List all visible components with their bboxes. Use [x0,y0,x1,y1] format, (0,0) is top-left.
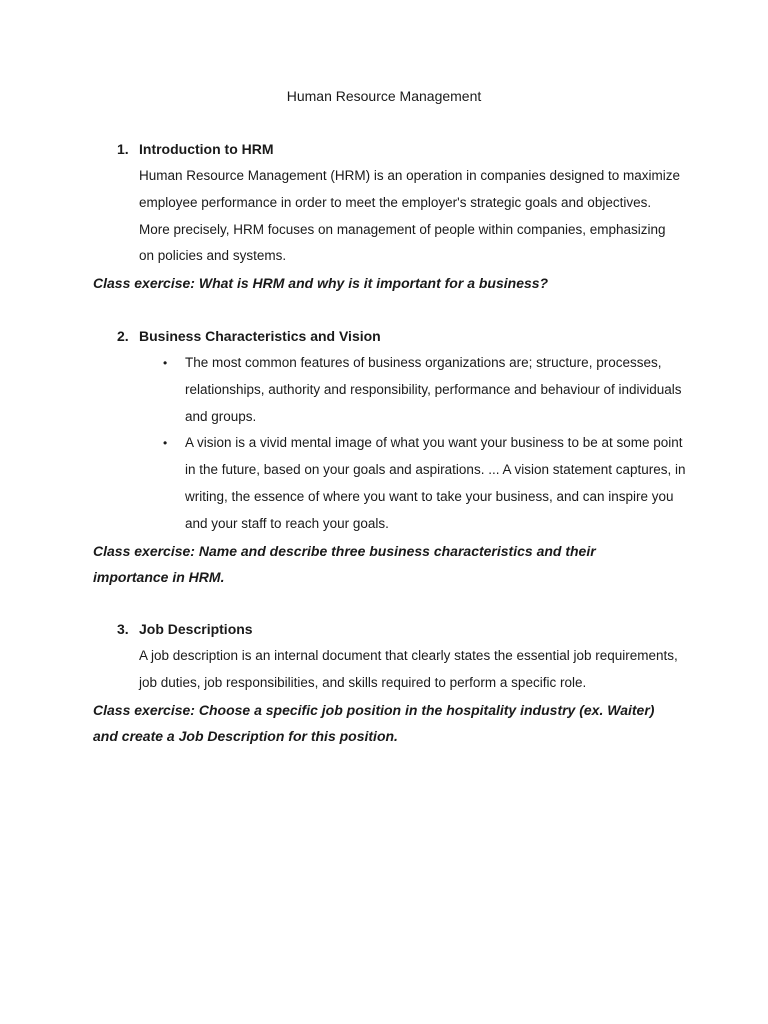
document-title: Human Resource Management [286,88,482,104]
section-number: 3. [117,621,129,637]
list-item-text: The most common features of business organizations are; structure, processes, relationships, authority and responsibility, performance and behaviour of individuals and groups. [185,355,682,424]
list-item-text: A vision is a vivid mental image of what you want your business to be at some point in the future, based on your goals and aspirations. ... A vision statement captures, in writing, the essence of where you want to take your business, and can inspire you and your staff to reach your goals. [185,435,686,531]
section-paragraph: Human Resource Management (HRM) is an operation in companies designed to maximize employee performance in order to meet the employer's strategic goals and objectives. More precisely, HRM focuses on management of people within companies, emphasizing on policies and systems. [139,168,681,264]
section-heading-text: Introduction to HRM [139,141,274,157]
section-heading-text: Business Characteristics and Vision [139,328,381,344]
section-heading-text: Job Descriptions [139,621,253,637]
class-exercise: Class exercise: Name and describe three business characteristics and their importance in HRM. [93,542,596,586]
bullet-list [163,350,688,538]
section-number: 2. [117,328,129,344]
section-heading [93,136,693,163]
section-introduction [93,136,693,297]
bullet-icon: • [163,436,168,451]
class-exercise: Class exercise: Choose a specific job position in the hospitality industry (ex. Waiter) and create a Job Description for this position. [93,701,655,745]
section-paragraph: A job description is an internal document that clearly states the essential job requirements, job duties, job responsibilities, and skills required to perform a specific role. [139,648,678,690]
class-exercise: Class exercise: What is HRM and why is it important for a business? [93,275,549,292]
section-number: 1. [117,141,129,157]
section-job-descriptions [93,616,693,750]
list-item [163,430,688,537]
section-heading [93,323,693,350]
section-heading [93,616,693,643]
bullet-icon: • [163,356,168,370]
section-business-characteristics [93,323,693,591]
list-item [163,350,688,430]
